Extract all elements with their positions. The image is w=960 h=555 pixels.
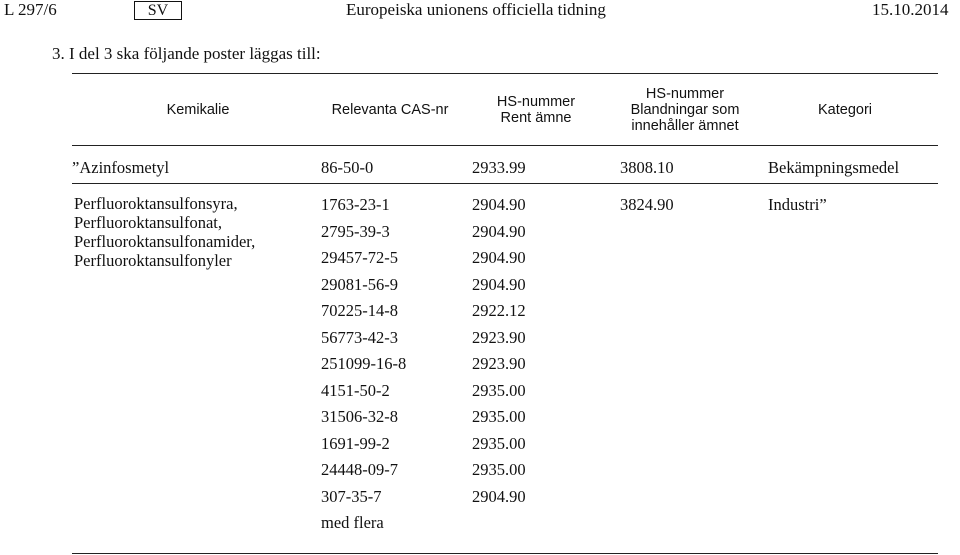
column-header-chemical: Kemikalie [166,102,230,118]
list-item: 2904.90 [472,486,526,506]
journal-title: Europeiska unionens officiella tidning [346,0,606,19]
list-item: 2904.90 [472,248,526,267]
row1-chemical: ”Azinfosmetyl [72,158,170,177]
list-item: 2935.00 [472,433,526,453]
row1-hs-pure: 2933.99 [472,158,526,177]
column-header-hs-mixture: HS-nummer Blandningar som innehåller ämnet [630,86,740,134]
list-item: 56773-42-3 [321,327,398,347]
list-item: 1763-23-1 [321,195,390,214]
list-item: 2904.90 [472,274,526,294]
list-item: 4151-50-2 [321,380,390,400]
list-item: 2922.12 [472,301,526,320]
row2-hs-pure-list [472,195,526,513]
list-item: 2904.90 [472,195,526,214]
list-item: 307-35-7 [321,486,382,506]
publication-date: 15.10.2014 [872,0,949,19]
column-header-cas: Relevanta CAS-nr [331,102,449,118]
table-bottom-rule [72,553,938,554]
list-item: 2923.90 [472,327,526,347]
list-item: 1691-99-2 [321,433,390,453]
row2-chemical-list [74,194,255,270]
list-item: 31506-32-8 [321,407,398,426]
list-item: Perfluoroktansulfonsyra, [74,194,238,213]
list-item: 2935.00 [472,460,526,479]
list-item: 24448-09-7 [321,460,398,479]
list-item: 2935.00 [472,380,526,400]
page-reference: L 297/6 [4,0,57,19]
row1-category: Bekämpningsmedel [768,158,900,177]
list-item: 29081-56-9 [321,274,398,294]
column-header-hs-pure: HS-nummer Rent ämne [496,94,576,126]
list-item: Perfluoroktansulfonat, [74,213,223,232]
row2-hs-mixture: 3824.90 [620,195,674,214]
row2-cas-list [321,195,406,540]
list-item: 70225-14-8 [321,301,398,320]
list-item: Perfluoroktansulfonamider, [74,232,256,251]
row1-cas: 86-50-0 [321,158,374,177]
list-item: med flera [321,513,384,532]
column-header-category: Kategori [817,102,872,118]
table-header-rule [72,145,938,146]
list-item: 2904.90 [472,221,526,241]
intro-paragraph: 3. I del 3 ska följande poster läggas till: [52,44,321,63]
table-top-rule [72,73,938,74]
table-row-divider [72,183,938,184]
list-item: Perfluoroktansulfonyler [74,251,232,270]
list-item: 2795-39-3 [321,221,390,241]
list-item: 2935.00 [472,407,526,426]
list-item: 251099-16-8 [321,354,407,373]
row1-hs-mixture: 3808.10 [620,158,674,177]
row2-category: Industri” [768,195,827,214]
list-item: 29457-72-5 [321,248,398,267]
list-item: 2923.90 [472,354,526,373]
language-code-box: SV [134,1,182,20]
